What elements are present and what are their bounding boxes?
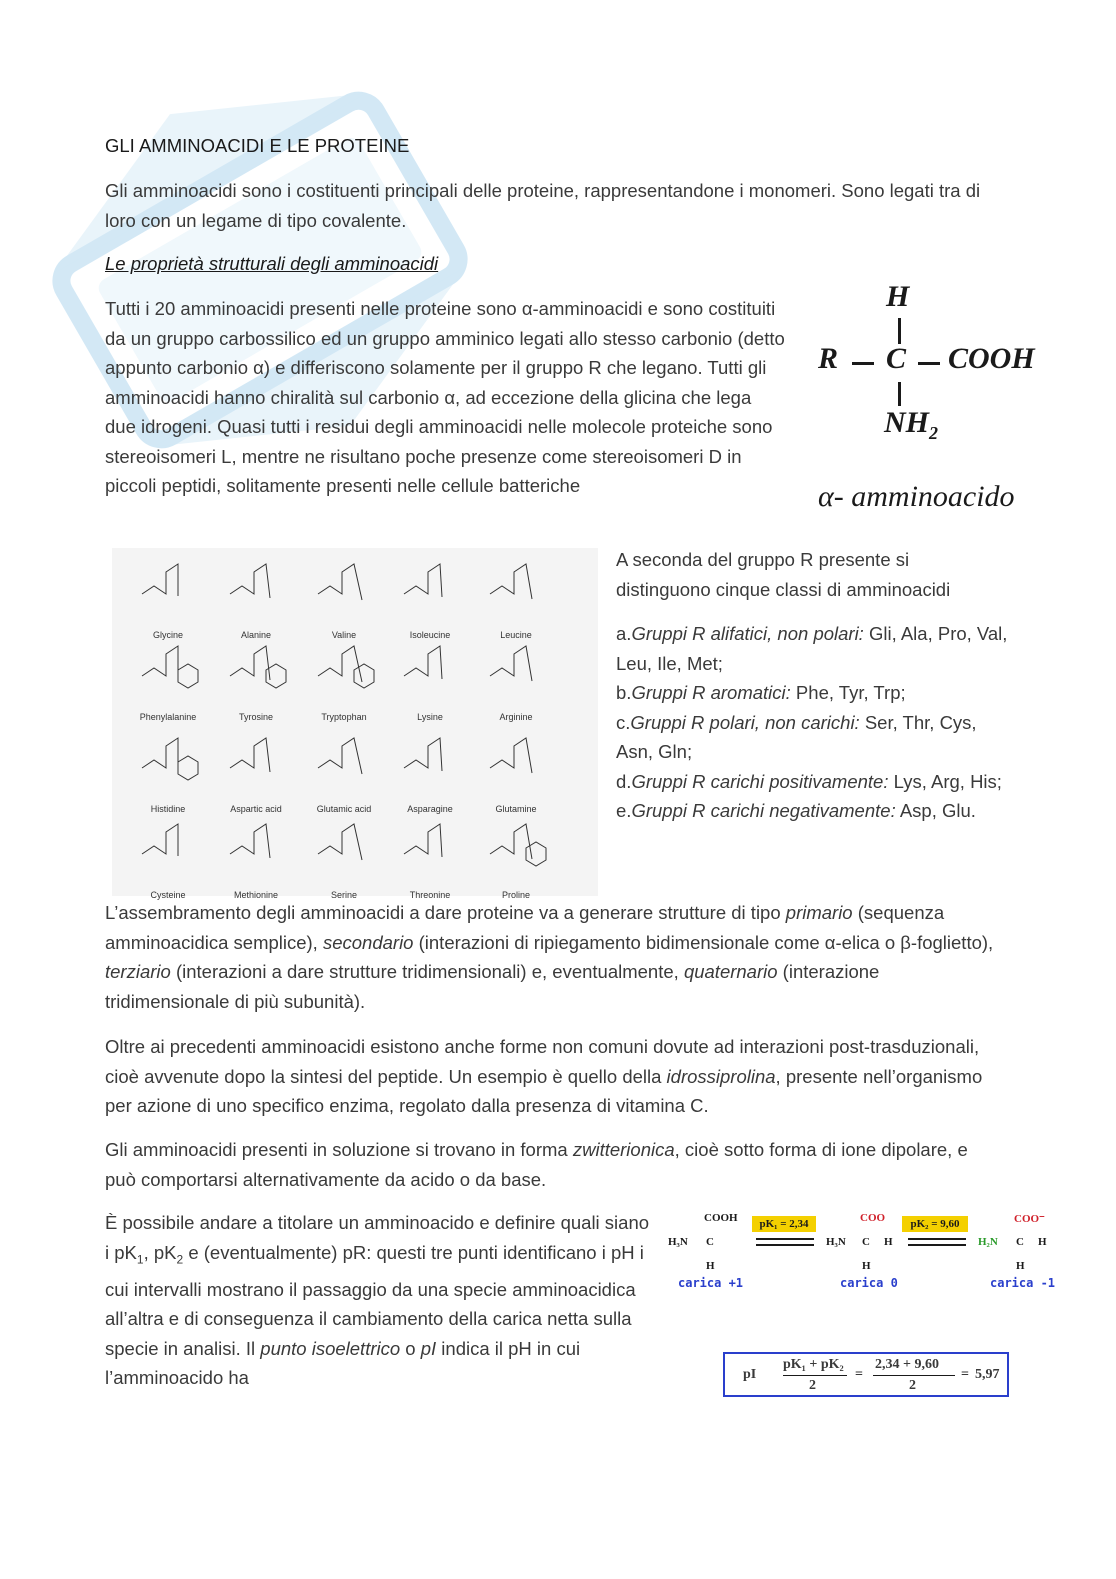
amino-acid-label: Tryptophan (321, 712, 367, 722)
h3n-label-1: H₃N (668, 1236, 688, 1248)
amino-acid-label: Cysteine (150, 890, 186, 900)
pi-symbol: pI (743, 1367, 757, 1382)
structure-icon (310, 728, 378, 792)
bond-right (918, 362, 940, 365)
amino-acid-alanine (210, 550, 302, 640)
cooh-label: COOH (704, 1212, 738, 1224)
pi-numerator-value: 2,34 + 9,60 (875, 1357, 939, 1372)
amino-acid-label: Glutamic acid (316, 804, 372, 814)
formula-c: C (886, 342, 907, 375)
structure-icon (396, 554, 464, 618)
h-label-1: H (706, 1260, 715, 1272)
classes-intro: A seconda del gruppo R presente si distinguono cinque classi di amminoacidi (616, 549, 951, 600)
amino-acid-label: Leucine (500, 630, 532, 640)
formula-nh2: $NH_2$ (884, 406, 938, 443)
class-item: a.Gruppi R alifatici, non polari: Gli, Ala, Pro, Val, Leu, Ile, Met; (616, 623, 1008, 674)
bond-bottom (898, 382, 901, 406)
h3n-label-2: H₃N (826, 1236, 846, 1248)
structure-icon (134, 728, 202, 792)
amino-acid-lysine (384, 632, 476, 722)
amino-acid-tyrosine (210, 632, 302, 722)
h-label-3b: H (1016, 1260, 1025, 1272)
classes-list (616, 619, 1011, 826)
amino-acid-label: Methionine (233, 890, 279, 900)
structure-icon (482, 554, 550, 618)
structure-icon (222, 814, 290, 878)
amino-acid-label: Valine (331, 630, 357, 640)
isoelectric-point-formula (723, 1352, 1009, 1397)
structure-icon (222, 636, 290, 700)
amino-acid-arginine (470, 632, 562, 722)
h-label-2: H (884, 1236, 893, 1248)
amino-acid-label: Proline (501, 890, 530, 900)
pk2-box: pK₂ = 9,60 (902, 1216, 968, 1232)
formula-caption: α- amminoacido (818, 480, 1015, 513)
h2n-label: H₂N (978, 1236, 998, 1248)
amino-acid-label: Histidine (150, 804, 186, 814)
amino-acid-phenylalanine (122, 632, 214, 722)
coo-minus-label: COO⁻ (1014, 1213, 1045, 1225)
structure-icon (310, 814, 378, 878)
amino-acid-label: Lysine (417, 712, 443, 722)
amino-acid-label: Alanine (240, 630, 272, 640)
charge-zero: carica 0 (840, 1276, 898, 1290)
arrow-forward-2 (908, 1238, 966, 1240)
structure-icon (482, 814, 550, 878)
amino-acid-isoleucine (384, 550, 476, 640)
structure-icon (222, 554, 290, 618)
formula-h: H (886, 280, 910, 313)
amino-acid-threonine (384, 810, 476, 900)
fraction-line-1 (783, 1375, 847, 1376)
bond-left (852, 362, 874, 365)
c-label-1: C (706, 1236, 714, 1248)
amino-acid-label: Glycine (152, 630, 183, 640)
c-label-2: C (862, 1236, 870, 1248)
h-label-3: H (1038, 1236, 1047, 1248)
fraction-line-2 (873, 1375, 955, 1376)
amino-acid-leucine (470, 550, 562, 640)
pi-denominator: 2 (809, 1378, 816, 1393)
amino-acid-label: Asparagine (407, 804, 453, 814)
uncommon-paragraph: Oltre ai precedenti amminoacidi esistono anche forme non comuni dovute ad interazioni post-trasduzionali, cioè avvenute dopo la sintesi del peptide. Un esempio è quello della idrossiprolina, presente nell’organismo per azione di uno specifico enzima, regolato dalla presenza di vitamina C. (105, 1036, 983, 1116)
amino-acid-label: Glutamine (495, 804, 537, 814)
titration-paragraph: È possibile andare a titolare un amminoacido e definire quali siano i $pK_1$, $pK_2$ e (eventualmente) pR: questi tre punti identificano i pH i cui intervalli mostrano il passaggio da una specie amminoacidica all’altra e di conseguenza il cambiamento della carica netta sulla specie in analisi. Il punto isoelettrico o pI indica il pH in cui l’amminoacido ha (105, 1212, 650, 1389)
amino-acid-label: Arginine (499, 712, 533, 722)
h-label-2b: H (862, 1260, 871, 1272)
equals-2: = (961, 1367, 969, 1382)
amino-acid-glutamic-acid (298, 724, 390, 814)
amino-acid-methionine (210, 810, 302, 900)
arrow-back-1 (756, 1244, 814, 1246)
page-title: GLI AMMINOACIDI E LE PROTEINE (105, 135, 410, 156)
amino-acid-cysteine (122, 810, 214, 900)
amino-acid-serine (298, 810, 390, 900)
class-item: c.Gruppi R polari, non carichi: Ser, Thr, Cys, Asn, Gln; (616, 711, 977, 762)
formula-cooh: COOH (948, 342, 1035, 375)
charge-negative: carica -1 (990, 1276, 1056, 1290)
assembly-paragraph: L’assembramento degli amminoacidi a dare proteine va a generare strutture di tipo primario (sequenza amminoacidica semplice), secondario (interazioni di ripiegamento bidimensionale come α-elica o β-foglietto), terziario (interazioni a dare strutture tridimensionali) e, eventualmente, quaternario (interazione tridimensionale di più subunità). (105, 902, 994, 1012)
structure-icon (396, 728, 464, 792)
pi-numerator: pK₁ + pK₂ (783, 1357, 844, 1372)
alpha-aminoacid-formula (810, 280, 1070, 520)
class-item: e.Gruppi R carichi negativamente: Asp, Glu. (616, 800, 976, 821)
titration-equilibrium-diagram (664, 1208, 1064, 1298)
arrow-back-2 (908, 1244, 966, 1246)
section-heading: Le proprietà strutturali degli amminoacidi (105, 253, 439, 274)
amino-acid-aspartic-acid (210, 724, 302, 814)
amino-acid-asparagine (384, 724, 476, 814)
charge-positive: carica +1 (678, 1276, 744, 1290)
amino-acid-label: Isoleucine (409, 630, 451, 640)
class-item: b.Gruppi R aromatici: Phe, Tyr, Trp; (616, 682, 906, 703)
formula-r: R (818, 342, 839, 375)
amino-acid-structures-grid (112, 548, 598, 900)
amino-acid-glutamine (470, 724, 562, 814)
zwitterion-paragraph: Gli amminoacidi presenti in soluzione si trovano in forma zwitterionica, cioè sotto forma di ione dipolare, e può comportarsi alternativamente da acido o da base. (105, 1139, 968, 1190)
c-label-3: C (1016, 1236, 1024, 1248)
structure-icon (134, 554, 202, 618)
structure-paragraph: Tutti i 20 amminoacidi presenti nelle proteine sono α-amminoacidi e sono costituiti da un gruppo carbossilico ed un gruppo amminico legati allo stesso carbonio (detto appunto carbonio α) e differiscono solamente per il gruppo R che legano. Tutti gli amminoacidi hanno chiralità sul carbonio α, ad eccezione della glicina che lega due idrogeni. Quasi tutti i residui degli amminoacidi nelle molecole proteiche sono stereoisomeri L, mentre ne risultano poche presenze come stereoisomeri D in piccoli peptidi, solitamente presenti nelle cellule batteriche (105, 298, 785, 496)
amino-acid-tryptophan (298, 632, 390, 722)
bond-top (898, 318, 901, 344)
pk1-box: pK₁ = 2,34 (752, 1216, 816, 1232)
structure-icon (396, 636, 464, 700)
amino-acid-glycine (122, 550, 214, 640)
pi-denominator-value: 2 (909, 1378, 916, 1393)
arrow-forward-1 (756, 1238, 814, 1240)
structure-icon (134, 814, 202, 878)
amino-acid-label: Tyrosine (238, 712, 273, 722)
structure-icon (310, 636, 378, 700)
amino-acid-valine (298, 550, 390, 640)
structure-icon (482, 636, 550, 700)
amino-acid-label: Threonine (409, 890, 451, 900)
amino-acid-label: Serine (330, 890, 357, 900)
amino-acid-label: Aspartic acid (230, 804, 282, 814)
intro-paragraph: Gli amminoacidi sono i costituenti principali delle proteine, rappresentandone i monomeri. Sono legati tra di loro con un legame di tipo covalente. (105, 180, 981, 231)
structure-icon (310, 554, 378, 618)
structure-icon (222, 728, 290, 792)
class-item: d.Gruppi R carichi positivamente: Lys, Arg, His; (616, 770, 1002, 792)
amino-acid-proline (470, 810, 562, 900)
pi-result: 5,97 (975, 1367, 1000, 1382)
amino-acid-histidine (122, 724, 214, 814)
amino-acid-label: Phenylalanine (139, 712, 197, 722)
structure-icon (396, 814, 464, 878)
coo-label: COO (860, 1212, 886, 1224)
equals-1: = (855, 1367, 863, 1382)
structure-icon (482, 728, 550, 792)
structure-icon (134, 636, 202, 700)
